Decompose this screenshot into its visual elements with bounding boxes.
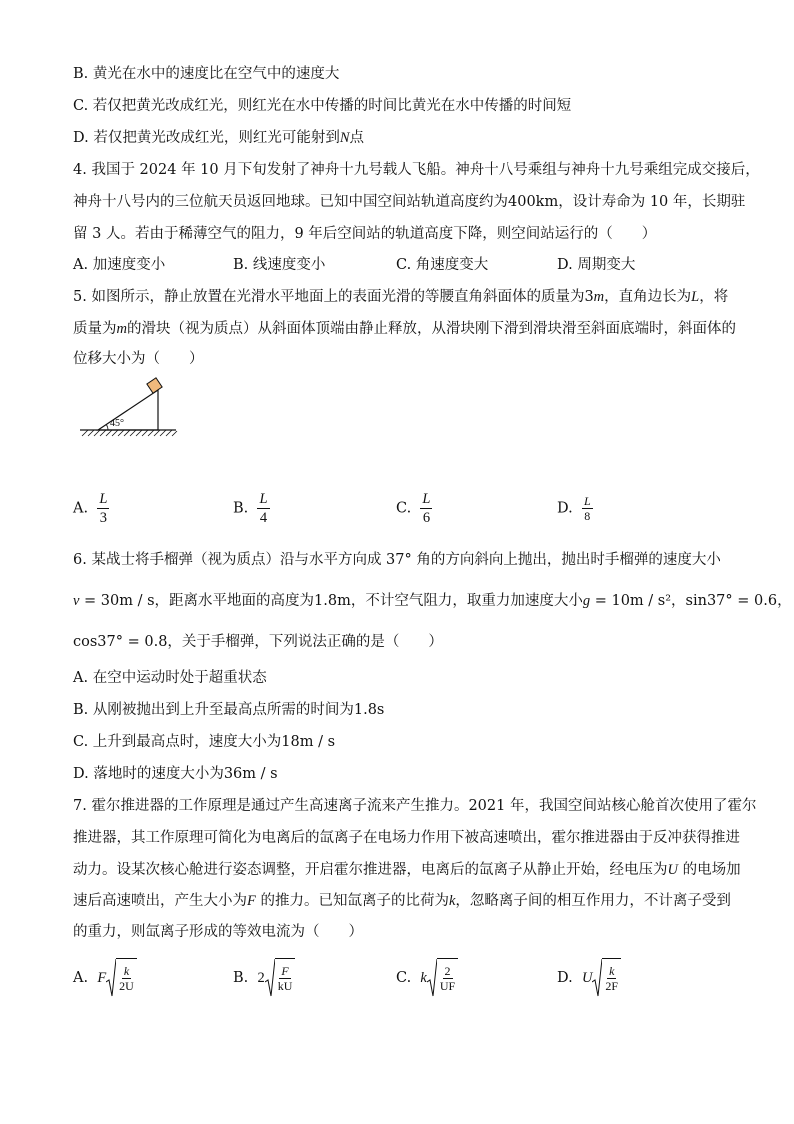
q3-option-c: C. 若仅把黄光改成红光，则红光在水中传播的时间比黄光在水中传播的时间短: [73, 98, 572, 114]
q5-option-c-fraction: $\frac{L}{6}$: [422, 491, 431, 526]
q5-option-a: A. $\frac{L}{3}$: [73, 491, 108, 526]
q5-option-b: B. $\frac{L}{4}$: [233, 491, 268, 526]
q7-stem-line2: 推进器，其工作原理可简化为电离后的氙离子在电场力作用下被高速喷出，霍尔推进器由于反冲获得推进: [73, 830, 740, 846]
q7-stem-line3: 动力。设某次核心舱进行姿态调整，开启霍尔推进器，电离后的氙离子从静止开始，经电压为U 的电场加: [73, 862, 741, 878]
q5-option-d: D. $\frac{L}{8}$: [557, 494, 591, 523]
ground-line: [80, 430, 177, 436]
q7-option-c: C. k $\frac{2}{UF}$: [396, 958, 458, 998]
q4-option-c: C. 角速度变大: [396, 257, 489, 273]
angle-label: 45°: [110, 418, 124, 429]
q7-option-d-sqrt: $\frac{k}{2F}$: [592, 958, 621, 998]
q5-option-a-fraction: $\frac{L}{3}$: [99, 491, 108, 526]
q4-stem-line1: 4. 我国于 2024 年 10 月下旬发射了神舟十九号载人飞船。神舟十八号乘组与神舟十九号乘组完成交接后，: [73, 162, 760, 178]
q4-option-a: A. 加速度变小: [73, 257, 166, 273]
q7-stem-line4: 速后高速喷出，产生大小为F 的推力。已知氙离子的比荷为k，忽略离子间的相互作用力，不计离子受到: [73, 893, 731, 909]
q7-option-b-sqrt: $\frac{F}{kU}$: [265, 958, 296, 998]
q4-stem-line3: 留 3 人。若由于稀薄空气的阻力，9 年后空间站的轨道高度下降，则空间站运行的（ ）: [73, 226, 657, 242]
q6-option-a: A. 在空中运动时处于超重状态: [73, 670, 267, 686]
q5-stem-line1: 5. 如图所示，静止放置在光滑水平地面上的表面光滑的等腰直角斜面体的质量为3m，直角边长为L，将: [73, 289, 729, 305]
angle-arc: [106, 425, 108, 431]
q3-option-b: B. 黄光在水中的速度比在空气中的速度大: [73, 66, 340, 82]
q5-option-c: C. $\frac{L}{6}$: [396, 491, 431, 526]
q7-option-b: B. 2 $\frac{F}{kU}$: [233, 958, 295, 998]
q7-option-a: A. F $\frac{k}{2U}$: [73, 958, 137, 998]
q6-option-b: B. 从刚被抛出到上升至最高点所需的时间为1.8s: [73, 702, 385, 718]
q4-stem-line2: 神舟十八号内的三位航天员返回地球。已知中国空间站轨道高度约为400km，设计寿命为 10 年，长期驻: [73, 194, 746, 210]
incline-wedge: [98, 390, 158, 430]
q4-option-b: B. 线速度变小: [233, 257, 326, 273]
q5-option-d-fraction: $\frac{L}{8}$: [583, 494, 591, 523]
q6-stem-line1: 6. 某战士将手榴弹（视为质点）沿与水平方向成 37° 角的方向斜向上抛出，抛出时手榴弹的速度大小: [73, 552, 721, 568]
incline-diagram: [78, 376, 178, 438]
q7-option-d: D. U $\frac{k}{2F}$: [557, 958, 621, 998]
q6-stem-line2: v = 30m / s，距离水平地面的高度为1.8m，不计空气阻力，取重力加速度大小g = 10m / s²，sin37° = 0.6，: [73, 593, 792, 609]
q4-option-d: D. 周期变大: [557, 257, 636, 273]
q7-stem-line1: 7. 霍尔推进器的工作原理是通过产生高速离子流来产生推力。2021 年，我国空间站核心舱首次使用了霍尔: [73, 798, 757, 814]
q7-option-c-sqrt: $\frac{2}{UF}$: [427, 958, 458, 998]
q5-stem-line3: 位移大小为（ ）: [73, 351, 204, 367]
q6-option-c: C. 上升到最高点时，速度大小为18m / s: [73, 734, 336, 750]
slider-block: [147, 378, 162, 393]
q7-stem-line5: 的重力，则氙离子形成的等效电流为（ ）: [73, 924, 363, 940]
q3-option-d: D. 若仅把黄光改成红光，则红光可能射到N点: [73, 130, 364, 146]
q7-option-a-sqrt: $\frac{k}{2U}$: [106, 958, 137, 998]
q6-stem-line3: cos37° = 0.8，关于手榴弹，下列说法正确的是（ ）: [73, 634, 443, 650]
q5-option-b-fraction: $\frac{L}{4}$: [259, 491, 268, 526]
q6-option-d: D. 落地时的速度大小为36m / s: [73, 766, 278, 782]
q5-stem-line2: 质量为m的滑块（视为质点）从斜面体顶端由静止释放，从滑块刚下滑到滑块滑至斜面底端时，斜面体的: [73, 321, 736, 337]
